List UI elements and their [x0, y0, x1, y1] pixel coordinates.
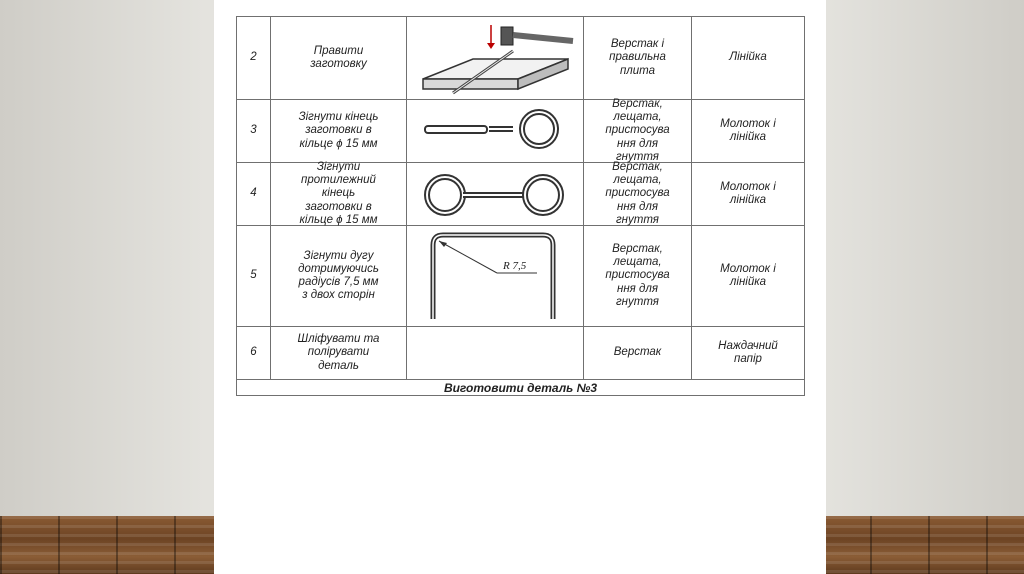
equipment-cell: Верстак, лещата, пристосува ння для гнуття	[605, 97, 670, 163]
row-number: 5	[250, 269, 257, 282]
tools-cell: Лінійка	[729, 51, 767, 64]
tools-cell: Наждачний папір	[718, 339, 778, 365]
operation-cell: Зігнути кінець заготовки в кільце ϕ 15 мм	[298, 111, 379, 150]
double-ring-bar-illustration	[413, 171, 578, 219]
operation-cell: Зігнути протилежний кінець заготовки в кільце ϕ 15 мм	[299, 160, 378, 226]
arc-bend-illustration	[425, 229, 570, 323]
column-divider	[406, 17, 407, 379]
row-number: 2	[250, 51, 257, 64]
straightening-plate-illustration	[413, 19, 578, 97]
row-number: 3	[250, 124, 257, 137]
equipment-cell: Верстак	[613, 346, 662, 359]
row-number: 4	[250, 187, 257, 200]
tools-cell: Молоток і лінійка	[720, 262, 776, 288]
row-number: 6	[250, 346, 257, 359]
operation-cell: Зігнути дугу дотримуючись радіусів 7,5 мм з двох сторін	[298, 249, 379, 302]
tools-cell: Молоток і лінійка	[720, 180, 776, 206]
operation-cell: Правити заготовку	[310, 44, 367, 70]
radius-label: R 7,5	[503, 260, 527, 272]
single-ring-bar-illustration	[417, 109, 577, 155]
table-footer: Виготовити деталь №3	[443, 380, 598, 395]
equipment-cell: Верстак, лещата, пристосува ння для гнуття	[605, 242, 670, 308]
operation-cell: Шліфувати та полірувати деталь	[297, 333, 380, 372]
equipment-cell: Верстак, лещата, пристосува ння для гнуття	[605, 160, 670, 226]
tools-cell: Молоток і лінійка	[720, 117, 776, 143]
process-table	[236, 16, 805, 396]
equipment-cell: Верстак і правильна плита	[609, 38, 666, 77]
